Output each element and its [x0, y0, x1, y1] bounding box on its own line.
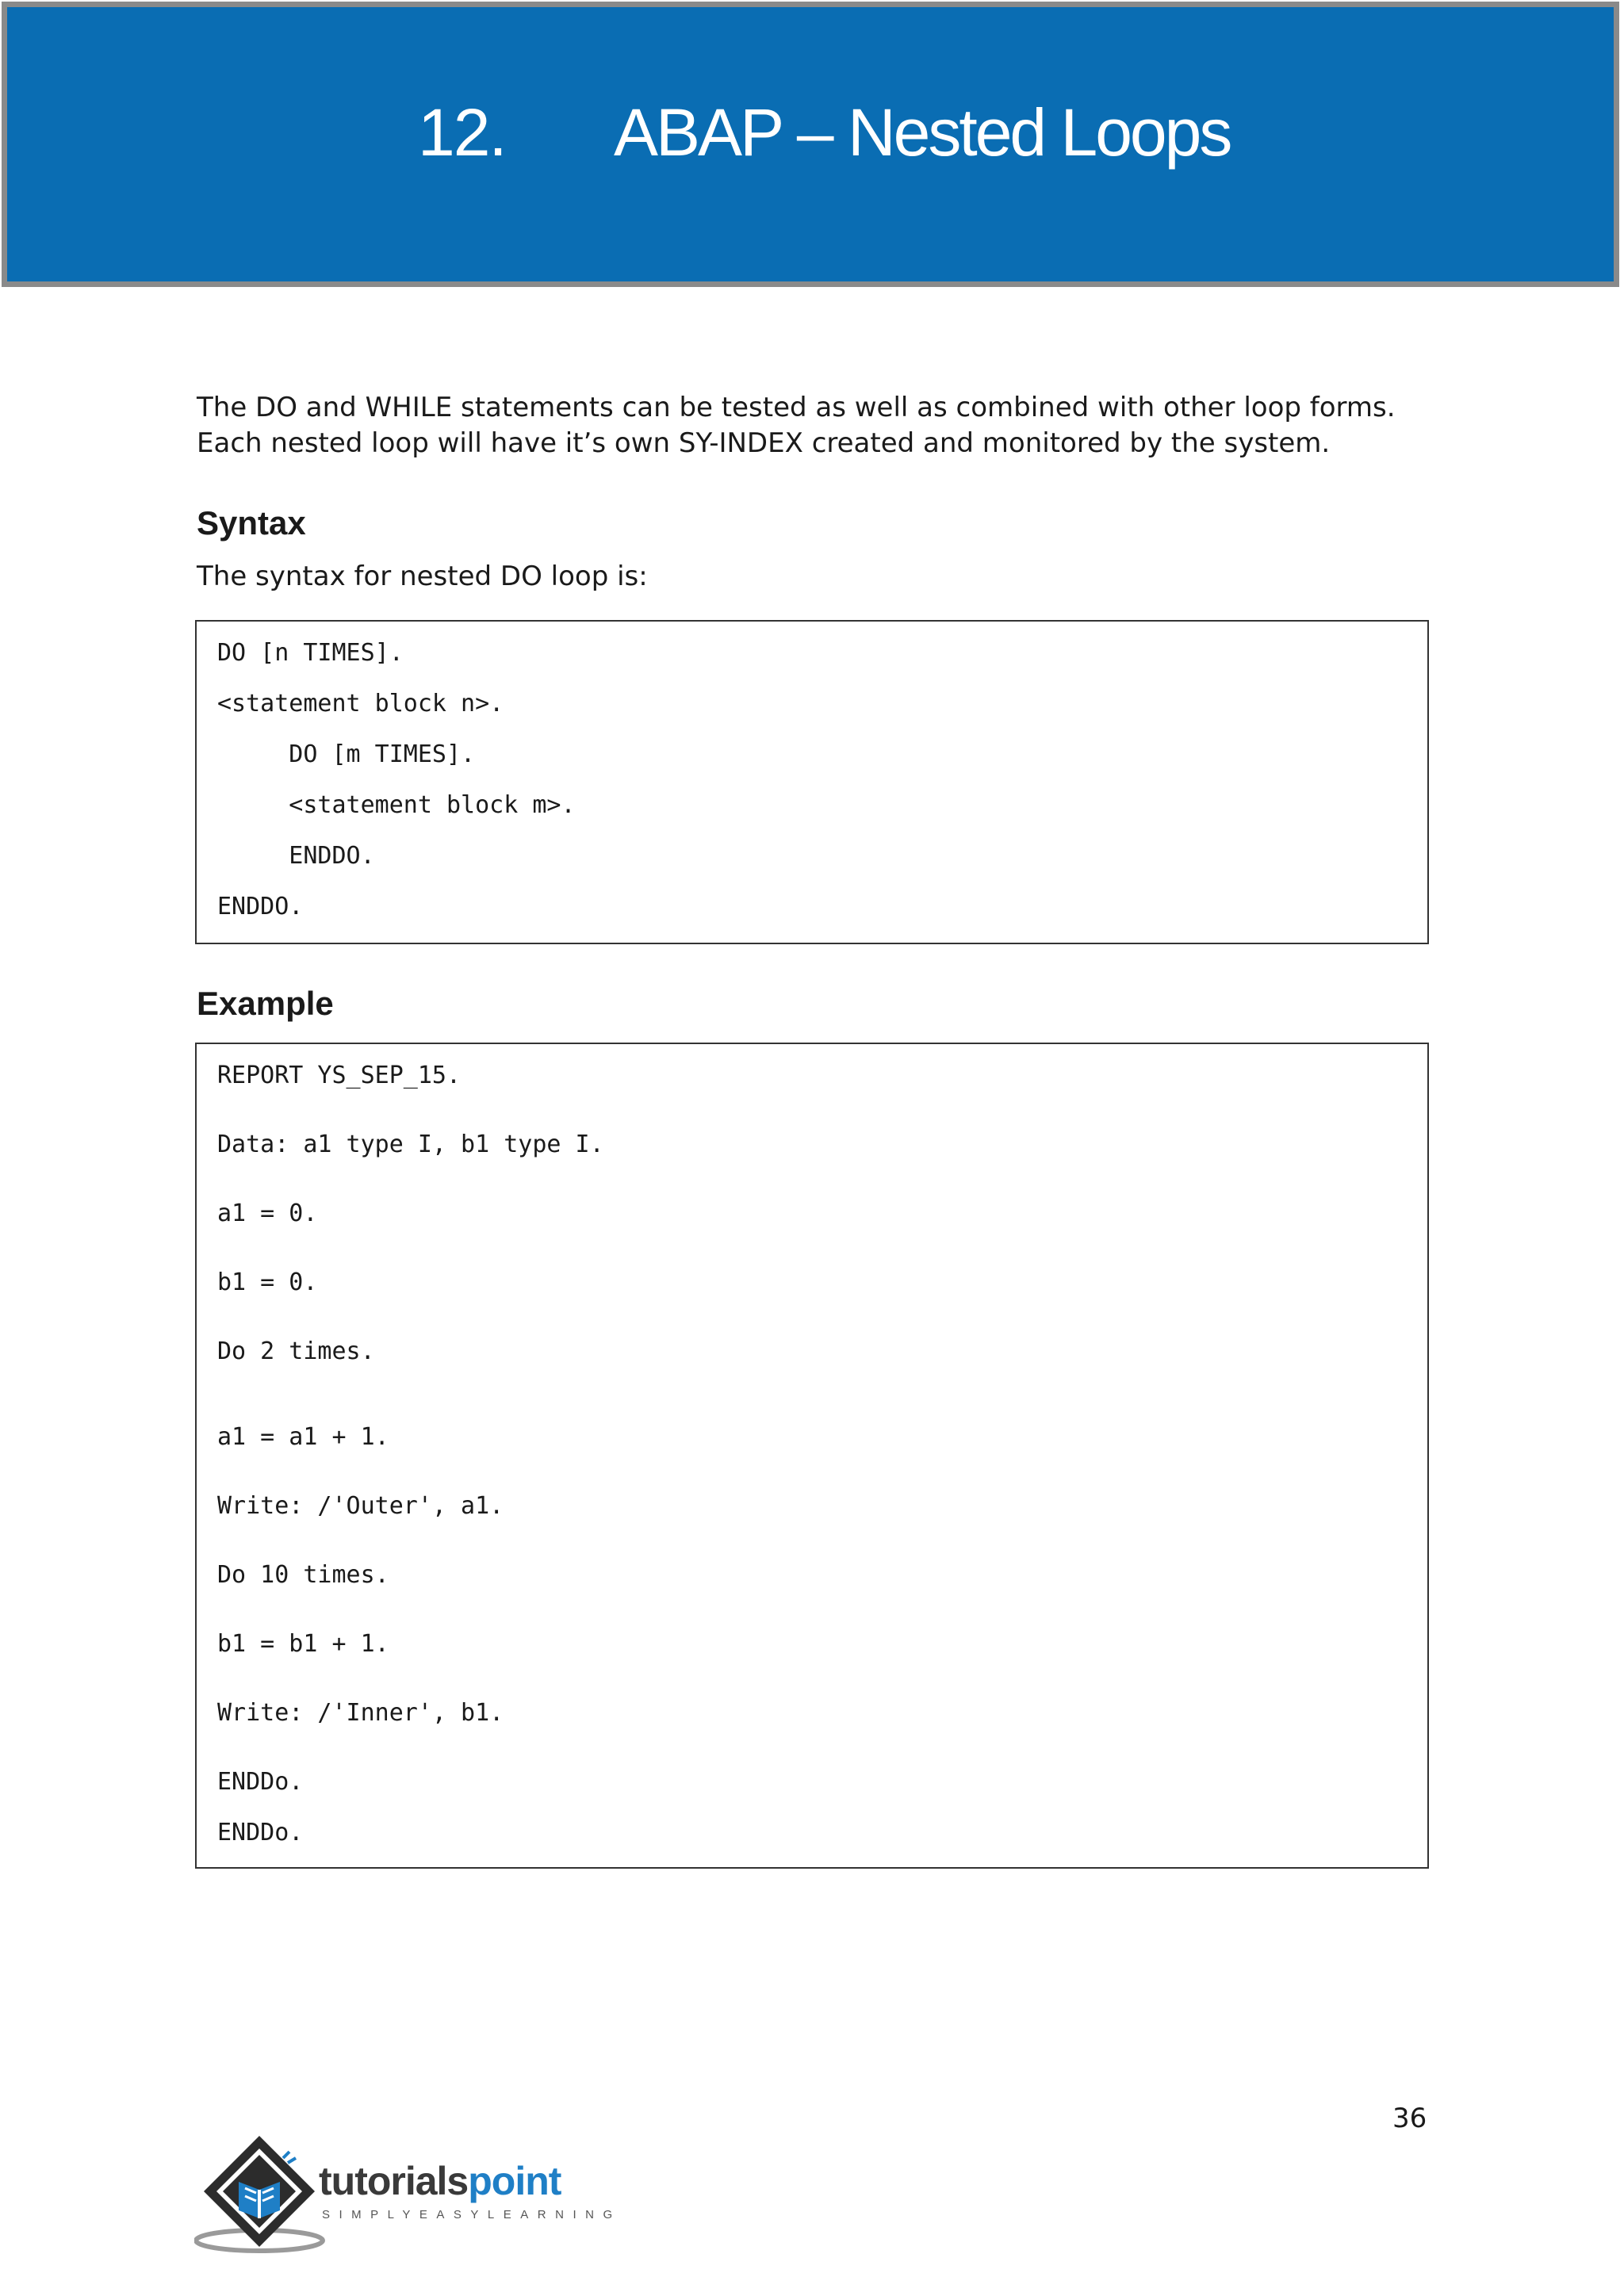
page-number: 36 — [1392, 2103, 1427, 2134]
logo-wordmark — [319, 2158, 561, 2204]
code-line: REPORT YS_SEP_15. — [217, 1062, 462, 1089]
code-line: Write: /'Outer', a1. — [217, 1492, 504, 1520]
code-line: ENDDO. — [217, 893, 304, 920]
code-line: DO [m TIMES]. — [217, 740, 476, 768]
chapter-number: 12. — [418, 95, 506, 170]
code-line: Do 10 times. — [217, 1561, 389, 1589]
syntax-heading: Syntax — [197, 504, 306, 541]
code-line: Write: /'Inner', b1. — [217, 1699, 504, 1727]
chapter-header-banner — [2, 2, 1619, 287]
syntax-lead-text: The syntax for nested DO loop is: — [197, 561, 648, 592]
code-line: ENDDO. — [217, 842, 375, 870]
code-line: DO [n TIMES]. — [217, 639, 404, 667]
code-line: a1 = 0. — [217, 1200, 318, 1227]
logo-tagline: SIMPLYEASYLEARNING — [322, 2208, 622, 2221]
intro-line: Each nested loop will have it’s own SY-INDEX created and monitored by the system. — [197, 427, 1331, 459]
syntax-code-block — [195, 620, 1429, 944]
code-line: <statement block n>. — [217, 690, 504, 718]
code-line: Data: a1 type I, b1 type I. — [217, 1131, 604, 1158]
logo-wordmark-accent: point — [468, 2159, 561, 2203]
code-line: b1 = 0. — [217, 1269, 318, 1296]
intro-line: The DO and WHILE statements can be tested as well as combined with other loop forms. — [197, 392, 1396, 423]
logo-wordmark-main: tutorials — [319, 2159, 469, 2203]
intro-paragraph — [197, 390, 1434, 461]
code-line: a1 = a1 + 1. — [217, 1423, 389, 1451]
code-line: <statement block m>. — [217, 791, 576, 819]
code-line: b1 = b1 + 1. — [217, 1630, 389, 1658]
tutorialspoint-logo-icon — [194, 2131, 329, 2258]
chapter-title: ABAP – Nested Loops — [614, 95, 1231, 170]
code-line: ENDDo. — [217, 1819, 304, 1846]
code-line: ENDDo. — [217, 1768, 304, 1796]
example-heading: Example — [197, 985, 334, 1022]
code-line: Do 2 times. — [217, 1337, 375, 1365]
example-code-block — [195, 1043, 1429, 1869]
